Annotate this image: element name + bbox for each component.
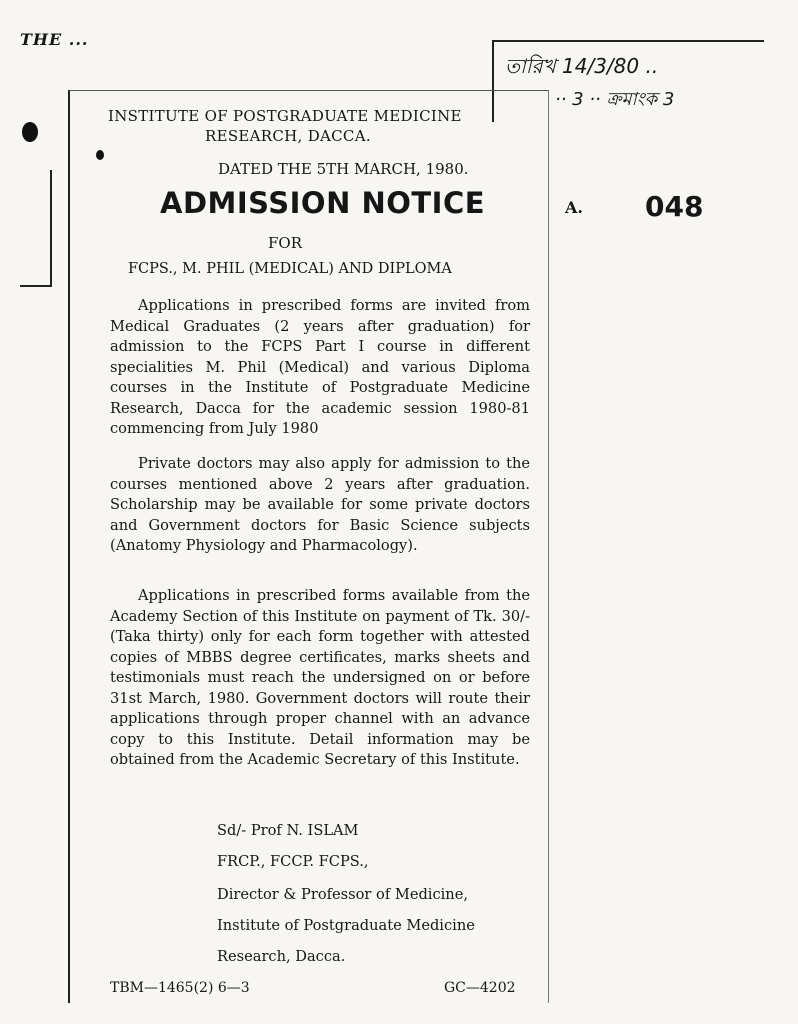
signature-location: Research, Dacca. xyxy=(217,948,346,965)
signature-title: Director & Professor of Medicine, xyxy=(217,886,468,903)
stamp-date: তারিখ 14/3/80 .. xyxy=(505,54,659,78)
stamp-number: ·· 3 ·· ক্রমাংক 3 xyxy=(555,89,675,110)
institute-header xyxy=(108,106,538,146)
paragraph-text: Applications in prescribed forms available from the Academy Section of this Institute on payment of Tk. 30/- (Taka thirty) only for each form together with attested copies of MBBS degree certificates, marks sheets and testimonials must reach the undersigned on or before 31st March, 1980. Government doctors will route their applications through proper channel with an advance copy to this Institute. Detail information may be obtained from the Academic Secretary of this Institute. xyxy=(110,587,530,768)
paragraph-private-doctors xyxy=(110,454,530,557)
handwritten-scribble: THE ... xyxy=(20,30,89,49)
page-number: 048 xyxy=(645,190,704,223)
paragraph-text: Private doctors may also apply for admission to the courses mentioned above 2 years after graduation. Scholarship may be available for some private doctors and Government doctors for Basic Science subjects (Anatomy Physiology and Pharmacology). xyxy=(110,455,530,554)
institute-line-1: INSTITUTE OF POSTGRADUATE MEDICINE xyxy=(108,107,462,125)
paragraph-text: Applications in prescribed forms are invited from Medical Graduates (2 years after graduation) for admission to the FCPS Part I course in different specialities M. Phil (Medical) and various Diploma courses in the Institute of Postgraduate Medicine Research, Dacca for the academic session 1980-81 commencing from July 1980 xyxy=(110,297,530,437)
paragraph-applications xyxy=(110,296,530,440)
ink-blot-left xyxy=(22,122,38,142)
notice-date: DATED THE 5TH MARCH, 1980. xyxy=(218,160,469,178)
notice-for: FOR xyxy=(268,234,302,252)
signature-institute: Institute of Postgraduate Medicine xyxy=(217,917,475,934)
footer-code-left: TBM—1465(2) 6—3 xyxy=(110,980,250,996)
side-mark: A. xyxy=(565,198,583,217)
footer-code-right: GC—4202 xyxy=(444,980,516,996)
institute-line-2: RESEARCH, DACCA. xyxy=(205,127,371,145)
signature-degrees: FRCP., FCCP. FCPS., xyxy=(217,853,369,870)
paragraph-forms xyxy=(110,586,530,771)
notice-title: ADMISSION NOTICE xyxy=(160,186,486,220)
left-margin-bracket xyxy=(20,170,52,287)
notice-subtitle: FCPS., M. PHIL (MEDICAL) AND DIPLOMA xyxy=(128,261,452,277)
signature-name: Sd/- Prof N. ISLAM xyxy=(217,822,359,839)
